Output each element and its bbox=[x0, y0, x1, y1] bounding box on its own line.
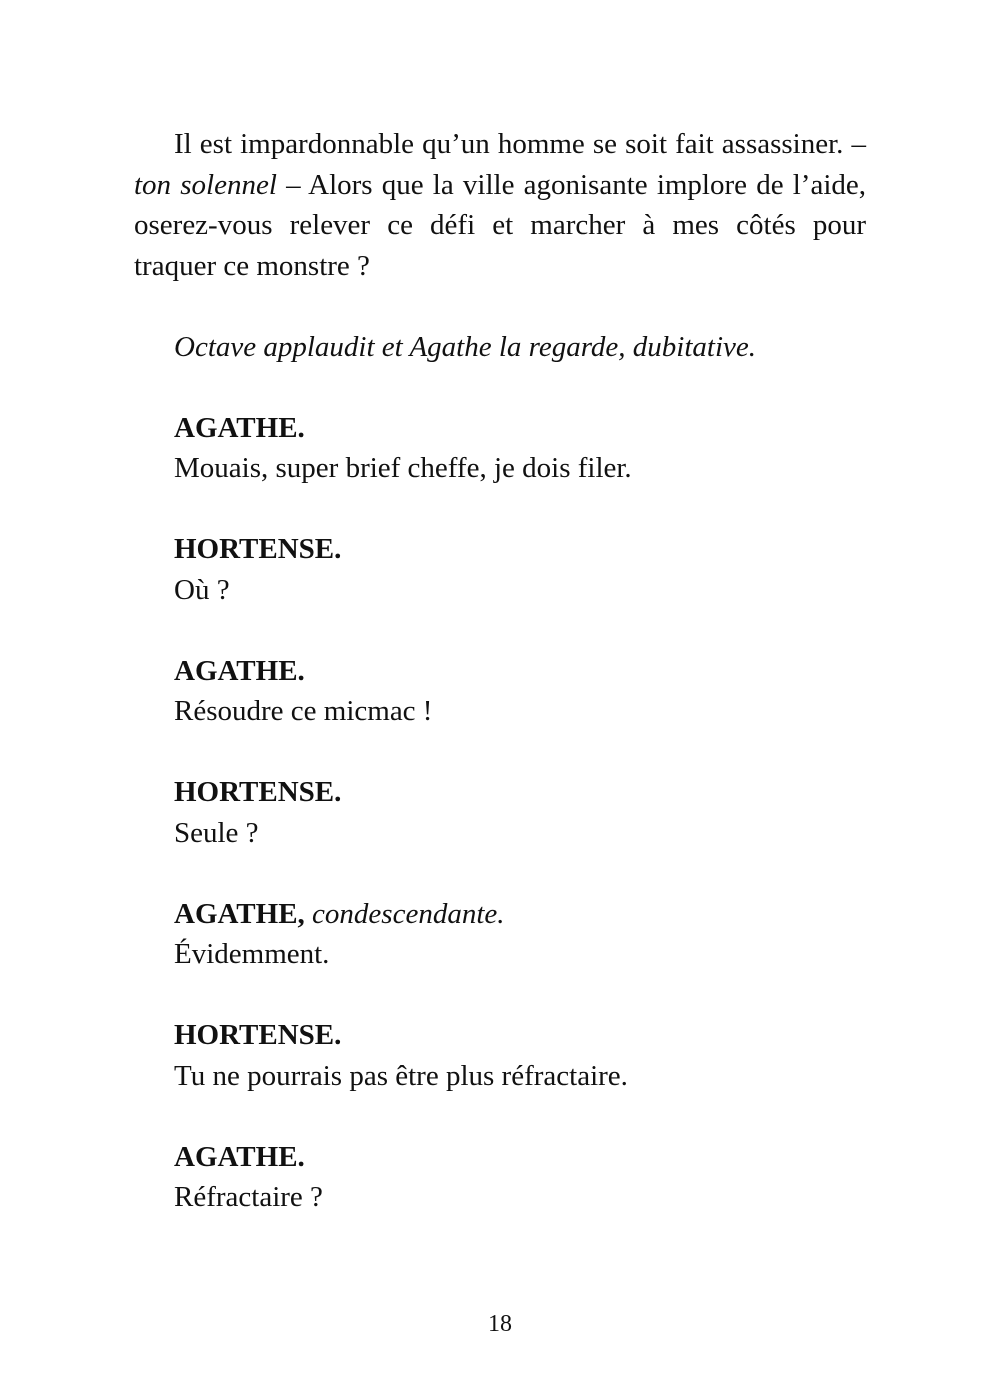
speaker-name: HORTENSE. bbox=[174, 1019, 342, 1051]
speaker-label bbox=[174, 651, 866, 692]
speaker-label bbox=[174, 1015, 866, 1056]
speaker-name: AGATHE. bbox=[174, 654, 305, 687]
paragraph-aside: ton solennel bbox=[134, 168, 277, 201]
speaker-label bbox=[174, 408, 866, 449]
speaker-name: AGATHE. bbox=[174, 411, 305, 444]
dialogue-block bbox=[134, 1137, 866, 1218]
dialogue-line: Évidemment. bbox=[174, 938, 330, 970]
speaker-name: AGATHE, bbox=[174, 897, 305, 930]
speaker-label bbox=[174, 894, 866, 935]
dialogue-block bbox=[134, 772, 866, 853]
speaker-label bbox=[174, 772, 866, 813]
dialogue-line: Mouais, super brief cheffe, je dois filer. bbox=[174, 452, 632, 484]
speaker-name: HORTENSE. bbox=[174, 776, 342, 808]
speaker-label bbox=[174, 1137, 866, 1178]
speaker-note: condescendante. bbox=[304, 897, 505, 930]
dialogue-line: Réfractaire ? bbox=[174, 1181, 323, 1213]
dialogue-line: Seule ? bbox=[174, 816, 259, 849]
dialogue-block bbox=[134, 894, 866, 975]
dialogue-line: Où ? bbox=[174, 573, 230, 606]
page-content bbox=[134, 124, 866, 1218]
dialogue-block bbox=[134, 408, 866, 489]
speaker-label bbox=[174, 529, 866, 570]
paragraph-text-start: Il est impardonnable qu’un homme se soit fait assassiner. – bbox=[174, 128, 866, 160]
paragraph-text-end: – Alors que la ville agonisante implore de l’aide, oserez-vous relever ce défi et marcher à mes côtés pour traquer ce monstre ? bbox=[134, 168, 867, 282]
dialogue-block bbox=[134, 529, 866, 610]
page-number: 18 bbox=[488, 1311, 512, 1337]
dialogue-block bbox=[134, 651, 866, 732]
speaker-name: HORTENSE. bbox=[174, 533, 342, 565]
opening-paragraph bbox=[134, 124, 866, 286]
dialogue-line: Tu ne pourrais pas être plus réfractaire. bbox=[174, 1059, 628, 1092]
stage-direction: Octave applaudit et Agathe la regarde, dubitative. bbox=[174, 330, 757, 363]
dialogue-block bbox=[134, 1015, 866, 1096]
speaker-name: AGATHE. bbox=[174, 1140, 305, 1173]
dialogue-line: Résoudre ce micmac ! bbox=[174, 695, 433, 727]
